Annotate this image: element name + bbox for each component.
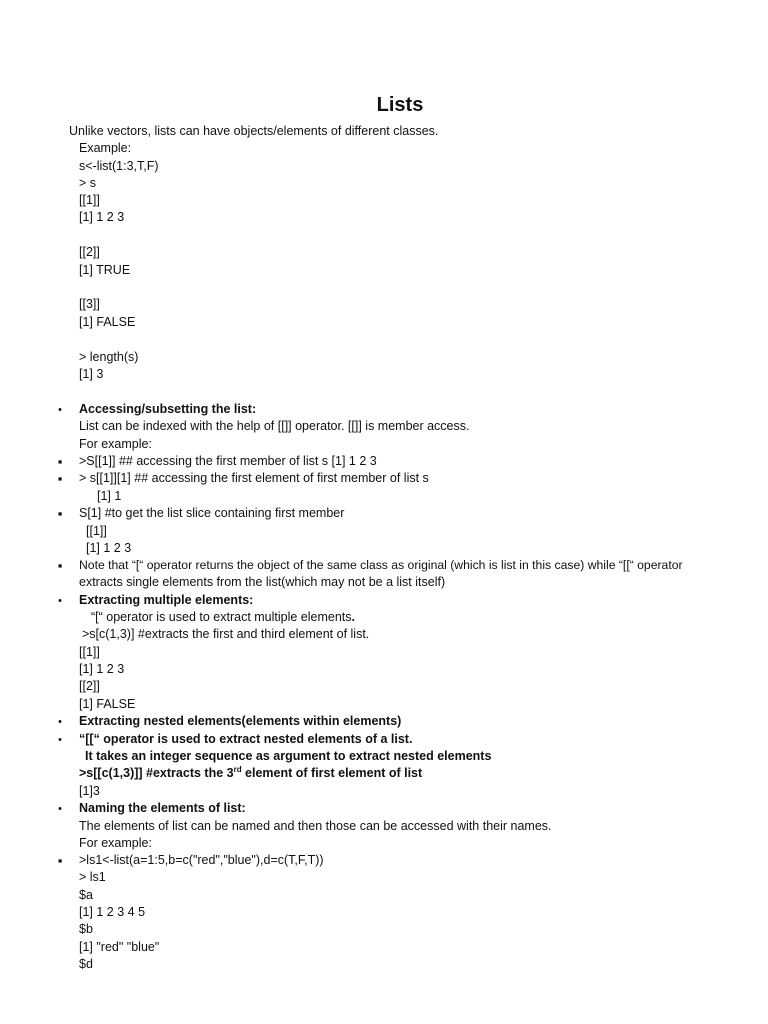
code-line: s<-list(1:3,T,F): [79, 159, 159, 173]
code-line: >S[[1]] ## accessing the first member of list s [1] 1 2 3: [79, 454, 377, 468]
code-line: [1] 1 2 3: [79, 210, 125, 224]
bullet-dot-icon: [54, 800, 66, 818]
bullet-dot-icon: [54, 731, 66, 749]
bullet-dot-icon: [54, 592, 66, 610]
section-heading: Extracting multiple elements:: [79, 593, 254, 607]
note-text: Note that “[“ operator returns the object of the same class as original (which is list in this case) while “[[“ operator: [79, 558, 683, 572]
section-heading: Accessing/subsetting the list:: [79, 402, 257, 416]
section-text: The elements of list can be named and then those can be accessed with their names.: [79, 819, 552, 833]
code-output: [1] 1 2 3 4 5: [79, 905, 146, 919]
code-output: $a: [79, 888, 93, 902]
bullet-square-icon: [54, 453, 66, 471]
code-line: [[3]]: [79, 297, 100, 311]
code-output: > ls1: [79, 870, 106, 884]
code-output: [[1]]: [86, 524, 107, 538]
code-line: > s[[1]][1] ## accessing the first element of first member of list s: [79, 471, 429, 485]
code-line: S[1] #to get the list slice containing first member: [79, 506, 345, 520]
code-line: >s[[c(1,3)]] #extracts the 3rd element of first element of list: [79, 764, 423, 780]
page-title: Lists: [376, 94, 424, 116]
section-heading: Extracting nested elements(elements within elements): [79, 714, 402, 728]
code-output: [1] 1 2 3: [79, 662, 125, 676]
section-text: For example:: [79, 836, 152, 850]
code-output: $d: [79, 957, 93, 971]
bullet-square-icon: [54, 505, 66, 523]
code-line: >s[c(1,3)] #extracts the first and third element of list.: [82, 627, 370, 641]
note-text: extracts single elements from the list(which may not be a list itself): [79, 575, 446, 589]
code-line: >ls1<-list(a=1:5,b=c("red","blue"),d=c(T,F,T)): [79, 853, 324, 867]
code-line: [1] FALSE: [79, 315, 136, 329]
code-line: [[1]]: [79, 193, 100, 207]
section-text: It takes an integer sequence as argument to extract nested elements: [85, 749, 492, 763]
bullet-dot-icon: [54, 713, 66, 731]
section-text: “[“ operator is used to extract multiple elements.: [91, 610, 356, 624]
code-output: [[2]]: [79, 679, 100, 693]
code-output: $b: [79, 922, 93, 936]
code-line: [1] 3: [79, 367, 104, 381]
code-output: [1] FALSE: [79, 697, 136, 711]
code-output: [1] "red" "blue": [79, 940, 160, 954]
bullet-dot-icon: [54, 401, 66, 419]
example-label: Example:: [79, 141, 132, 155]
code-line: > length(s): [79, 350, 139, 364]
code-line: > s: [79, 176, 97, 190]
code-line: [1] TRUE: [79, 263, 131, 277]
section-text: For example:: [79, 437, 152, 451]
code-output: [1]3: [79, 784, 100, 798]
code-output: [1] 1: [97, 489, 122, 503]
section-text: “[[“ operator is used to extract nested elements of a list.: [79, 732, 413, 746]
bullet-square-icon: [54, 852, 66, 870]
intro-text: Unlike vectors, lists can have objects/elements of different classes.: [69, 124, 439, 138]
bullet-square-icon: [54, 557, 66, 575]
section-heading: Naming the elements of list:: [79, 801, 246, 815]
section-text: List can be indexed with the help of [[]] operator. [[]] is member access.: [79, 419, 470, 433]
bullet-square-icon: [54, 470, 66, 488]
code-output: [[1]]: [79, 645, 100, 659]
code-line: [[2]]: [79, 245, 100, 259]
code-output: [1] 1 2 3: [86, 541, 132, 555]
